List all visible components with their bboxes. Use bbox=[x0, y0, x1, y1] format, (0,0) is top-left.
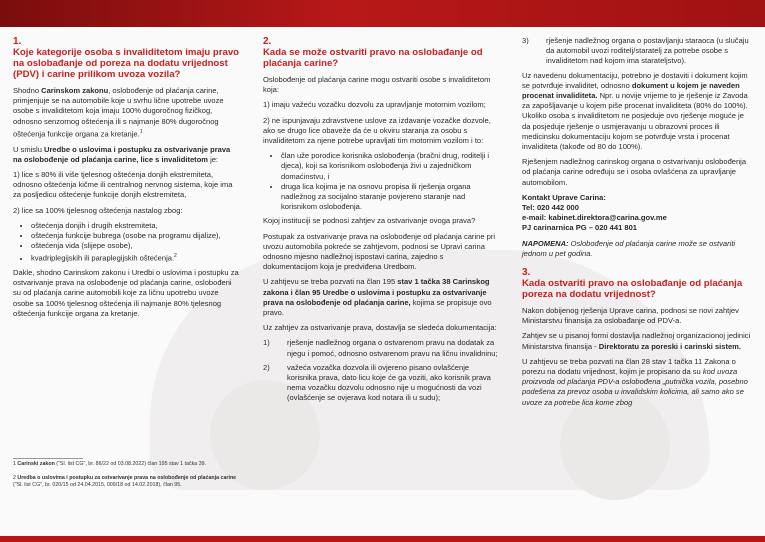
list-item: • druga lica kojima je na osnovu propisa ili rješenja organa nadležnog za socijalno staranje povjereno staranje nad korisnikom oslobođenja. bbox=[281, 182, 499, 213]
bold-text: Direktoratu za poreski i carinski sistem. bbox=[598, 341, 741, 351]
contact-phone: Tel: 020 442 000 bbox=[522, 203, 579, 213]
section-title: Koje kategorije osoba s invaliditetom imaju pravo na oslobađanje od poreza na dodatu vrijednost (PDV) i carine prilikom uvoza vozila? bbox=[13, 47, 240, 80]
numbered-item bbox=[263, 338, 499, 358]
italic-text: kod uvoza proizvoda od plaćanja PDV-a oslobođena „putnička vozila, posebno podešena za prevoz osoba u invalidskim kolicima, ali samo ako se uvoze za potrebe lica kome zbog bbox=[522, 367, 748, 407]
numbered-item bbox=[263, 363, 499, 404]
list-item bbox=[31, 251, 241, 264]
paragraph: 2) ne ispunjavaju zdravstvene uslove za izdavanje vozačke dozvole, ako se drugo lice obaveže da će u okviru staranja za osobu s invaliditetom za njene potrebe upravljati tim motornim vozilom i to: bbox=[263, 115, 491, 146]
section-title: Kada ostvariti pravo na oslobađanje od plaćanja poreza na dodatu vrijednost? bbox=[522, 278, 743, 301]
text: , oslobođenje od plaćanja carine, primjenjuje se na automobile koje u svrhu lične upotrebe uvoze osobe s invaliditetom koja imaju 100% dugoročnog fizičkog, odnosno senzornog oštećenja ili s najmanje 80% dugoročnog oštećenja funkcije organa za kretanje. bbox=[13, 86, 224, 139]
footnote-ref: 1 bbox=[139, 128, 143, 135]
bullet-list bbox=[263, 151, 499, 212]
paragraph: Nakon dobijenog rješenja Uprave carina, podnosi se novi zahtjev Ministarstvu finansija za oslobađanje od PDV-a. bbox=[522, 306, 739, 326]
list-item: • oštećenja donjih i drugih ekstremiteta, bbox=[31, 221, 241, 231]
note-text: Oslobođenje od plaćanja carine može se ostvariti jednom u pet godina. bbox=[522, 238, 736, 258]
paragraph: Dakle, shodno Carinskom zakonu i Uredbi o uslovima i postupku za ostvarivanje prava na oslobođenje od plaćanja carine, oslobođeni su od plaćanja carine automobili koje za ličnu upotrebu uvoze osobe sa 100% tjelesnog oštećenja ili najmanje 80% tjelesnog oštećenja funkcije organa za kretanje. bbox=[13, 268, 239, 318]
paragraph: 2) lice sa 100% tjelesnog oštećenja nastalog zbog: bbox=[13, 205, 183, 215]
text: 2 bbox=[13, 475, 18, 482]
note bbox=[522, 239, 754, 259]
paragraph: 1) lice s 80% ili više tjelesnog oštećenja donjih ekstremiteta, odnosno oštećenja kičme ili centralnog nervnog sistema, koje ima za posljedicu oštećenje funkcije donjih ekstremiteta, bbox=[13, 169, 233, 200]
column-2 bbox=[263, 36, 499, 408]
text: Npr. u novije vrijeme to je rješenje iz Zavoda za zapošljavanje u kojem piše procenat invaliditeta (80% do 100%). Ukoliko osoba s invaliditetom ne posjeduje ovo rješenje moguće je da posjeduje rješenje o usmjeravanju u obrazovni proces ili medicinsku dokumentaciju kojom se potvrđuje vrsta i procenat invaliditeta (takođe od 80 do 100%). bbox=[522, 91, 748, 152]
footnote bbox=[13, 475, 241, 488]
paragraph: Oslobođenje od plaćanja carine mogu ostvariti osobe s invaliditetom koja: bbox=[263, 75, 491, 95]
text: U smislu bbox=[13, 144, 45, 154]
footnote-divider bbox=[13, 458, 83, 459]
contact-heading: Kontakt Uprave Carina: bbox=[522, 192, 606, 202]
text: kvadriplegijskih ili paraplegijskih oštećenja. bbox=[31, 253, 175, 263]
note-label: NAPOMENA: bbox=[522, 238, 569, 248]
paragraph: Postupak za ostvarivanje prava na oslobođenje od plaćanja carine pri uvozu automobila pokreće se zahtjevom, podnosi se Upravi carina odnosno mjesno nadležnoj ispostavi carina, zajedno s dokumentacijom koja je predviđena Uredbom. bbox=[263, 231, 496, 272]
text: kojima se propisuje ovo pravo. bbox=[263, 297, 492, 318]
text: ("Sl. list CG", br. 86/22 od 03.08.2022) član 195 stav 1 tačka 39. bbox=[54, 461, 207, 467]
paragraph bbox=[263, 277, 499, 318]
column-3 bbox=[522, 36, 754, 413]
text: ("Sl. list CG", br. 020/15 od 24.04.2015, 009/18 od 14.02.2018), član 95. bbox=[13, 481, 182, 488]
bold-text: Uredba o uslovima i postupku za ostvarivanje prava na oslobođenje od plaćanja carine bbox=[17, 475, 237, 482]
text: Shodno bbox=[13, 86, 42, 95]
paragraph bbox=[522, 331, 754, 351]
footnote bbox=[13, 461, 241, 467]
text: Uz navedenu dokumentaciju, potrebno je dostaviti i dokument kojim se potvrđuje invaliditet, odnosno bbox=[522, 70, 748, 90]
item-text: važeća vozačka dozvola ili ovjereno pisano ovlašćenje korisnika prava, dato licu koje će ga voziti, ako korisnik prava nema vozačku dozvolu odnosno nije u mogućnosti da vozi (ovlašćenje se ovjerava kod notara ili u sudu); bbox=[287, 362, 491, 403]
section-title: Kada se može ostvariti pravo na oslobađanje od plaćanja carine? bbox=[263, 47, 483, 69]
numbered-item bbox=[522, 36, 754, 67]
text: U zahtjevu se treba pozvati na član 195 bbox=[263, 277, 398, 287]
text: U zahtjevu se treba pozvati na član 28 stav 1 tačka 11 Zakona o porezu na dodatu vrijednost, kojim je propisano da su bbox=[522, 356, 736, 377]
text: je: bbox=[208, 154, 219, 164]
item-text: rješenje nadležnog organa o ostvarenom pravu na dodatak za njegu i pomoć, odnosno ostvarenom pravu na ličnu invalidninu; bbox=[287, 338, 498, 358]
section-number: 3. bbox=[522, 267, 531, 279]
contact-office: PJ carinarnica PG – 020 441 801 bbox=[522, 223, 637, 233]
list-item: • član uže porodice korisnika oslobođenja (bračni drug, roditelji i djeca), koji sa korisnikom oslobođenja živi u zajedničkom domaćinstvu, i bbox=[281, 151, 499, 182]
paragraph bbox=[13, 145, 241, 165]
text: 1 bbox=[13, 461, 18, 467]
paragraph: Kojoj instituciji se podnosi zahtjev za ostvarivanje ovoga prava? bbox=[263, 216, 476, 226]
text: Zahtjev se u pisanoj formi dostavlja nadležnoj organizacionoj jedinici Ministarstva finansija - bbox=[522, 331, 751, 351]
bottom-red-banner bbox=[0, 536, 765, 542]
top-red-banner bbox=[0, 0, 765, 27]
section-number: 2. bbox=[263, 36, 272, 47]
column-1 bbox=[13, 36, 241, 324]
paragraph bbox=[13, 86, 241, 140]
footnotes bbox=[13, 458, 241, 488]
bullet-list bbox=[13, 221, 241, 264]
bold-text: Carinski zakon bbox=[17, 461, 55, 467]
paragraph: 1) imaju važeću vozačku dozvolu za upravljanje motornim vozilom; bbox=[263, 100, 486, 110]
paragraph bbox=[522, 357, 754, 408]
bold-text: dokument u kojem je naveden procenat invaliditeta. bbox=[522, 80, 740, 101]
paragraph: Rješenjem nadležnog carinskog organa o ostvarivanju oslobođenja od plaćanja carine određuju se i osoba ovlašćena za upravljanje automobilom. bbox=[522, 157, 747, 187]
section-number: 1. bbox=[13, 36, 22, 47]
bold-text: stav 1 tačka 38 Carinskog zakona i član 95 Uredbe o uslovima i postupku za ostvarivanje prava na oslobođenje od plaćanja carine, bbox=[263, 277, 490, 307]
paragraph: Uz zahtjev za ostvarivanje prava, dostavlja se sledeća dokumentacija: bbox=[263, 323, 497, 333]
bold-text: Uredbe o uslovima i postupku za ostvarivanje prava na oslobođenje od plaćanja carine, lice s invaliditetom bbox=[13, 144, 231, 164]
list-item: • oštećenja funkcije bubrega (osobe na programu dijalize), bbox=[31, 231, 241, 241]
paragraph bbox=[522, 71, 754, 153]
bold-text: Carinskom zakonu bbox=[41, 86, 109, 95]
footnote-ref: 2 bbox=[174, 253, 177, 260]
contact-email: e-mail: kabinet.direktora@carina.gov.me bbox=[522, 213, 667, 223]
item-text: rješenje nadležnog organa o postavljanju staraoca (u slučaju da automobil uvozi roditelj/staratelj za potrebe osobe s invaliditetom nad kojom ima starateljstvo). bbox=[546, 36, 749, 66]
item-number: 1) bbox=[263, 338, 270, 348]
item-number: 2) bbox=[263, 362, 270, 372]
list-item: • oštećenja vida (slijepe osobe), bbox=[31, 241, 241, 251]
item-number: 3) bbox=[522, 36, 529, 45]
